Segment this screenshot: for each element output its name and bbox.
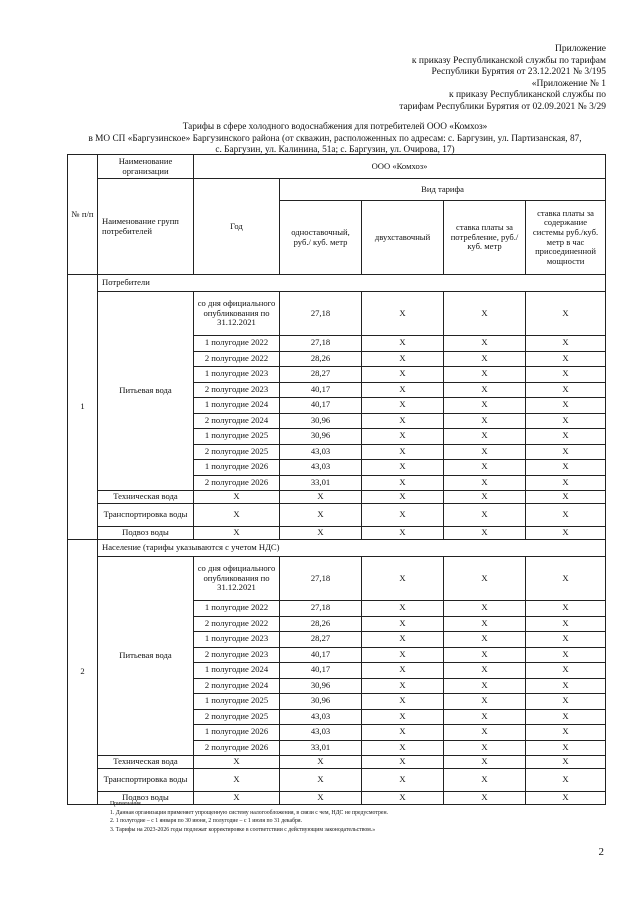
x-mark: Х: [444, 740, 526, 756]
x-mark: Х: [526, 491, 606, 504]
header-double-rate: двухставочный: [362, 201, 444, 275]
x-mark: Х: [526, 647, 606, 663]
notes: [110, 800, 388, 834]
x-mark: Х: [362, 740, 444, 756]
x-mark: Х: [526, 367, 606, 383]
x-mark: Х: [362, 351, 444, 367]
period-cell: 1 полугодие 2022: [194, 336, 280, 352]
x-mark: Х: [194, 504, 280, 527]
x-mark: Х: [526, 616, 606, 632]
single-rate-value: 30,96: [280, 413, 362, 429]
single-rate-value: 30,96: [280, 678, 362, 694]
x-mark: Х: [280, 756, 362, 769]
x-mark: Х: [362, 709, 444, 725]
x-mark: Х: [362, 632, 444, 648]
x-mark: Х: [526, 444, 606, 460]
header-line: к приказу Республиканской службы по тарифам: [411, 55, 606, 66]
water-supply-label: Подвоз воды: [98, 527, 194, 540]
single-rate-value: 43,03: [280, 725, 362, 741]
x-mark: Х: [444, 678, 526, 694]
x-mark: Х: [444, 792, 526, 805]
period-cell: 2 полугодие 2026: [194, 475, 280, 491]
single-rate-value: 40,17: [280, 663, 362, 679]
x-mark: Х: [526, 382, 606, 398]
period-cell: 2 полугодие 2025: [194, 444, 280, 460]
single-rate-value: 30,96: [280, 429, 362, 445]
x-mark: Х: [444, 756, 526, 769]
single-rate-value: 27,18: [280, 557, 362, 601]
single-rate-value: 28,27: [280, 632, 362, 648]
section-title-row: [68, 275, 606, 292]
header-organization-label: Наименование организации: [98, 155, 194, 179]
x-mark: Х: [526, 504, 606, 527]
single-rate-value: 28,27: [280, 367, 362, 383]
x-mark: Х: [362, 557, 444, 601]
x-mark: Х: [526, 460, 606, 476]
x-mark: Х: [362, 444, 444, 460]
x-mark: Х: [194, 792, 280, 805]
single-rate-value: 30,96: [280, 694, 362, 710]
x-mark: Х: [444, 616, 526, 632]
x-mark: Х: [526, 725, 606, 741]
x-mark: Х: [362, 413, 444, 429]
x-mark: Х: [444, 382, 526, 398]
header-line: к приказу Республиканской службы по: [448, 90, 606, 100]
single-rate-value: 33,01: [280, 475, 362, 491]
x-mark: Х: [362, 382, 444, 398]
section-number: 1: [68, 275, 98, 540]
x-mark: Х: [444, 694, 526, 710]
table-row: [68, 504, 606, 527]
x-mark: Х: [362, 769, 444, 792]
x-mark: Х: [444, 663, 526, 679]
single-rate-value: 43,03: [280, 709, 362, 725]
x-mark: Х: [362, 398, 444, 414]
x-mark: Х: [526, 632, 606, 648]
title-line: с. Баргузин, ул. Калинина, 51а; с. Баргузин, ул. Очирова, 17): [215, 145, 455, 155]
single-rate-value: 28,26: [280, 616, 362, 632]
x-mark: Х: [444, 413, 526, 429]
x-mark: Х: [526, 709, 606, 725]
period-cell: 2 полугодие 2023: [194, 647, 280, 663]
section-title-row: [68, 540, 606, 557]
x-mark: Х: [362, 756, 444, 769]
title-line: в МО СП «Баргузинское» Баргузинского района (от скважин, расположенных по адресам: с. Баргузин, ул. Партизанская, 87,: [88, 133, 582, 144]
x-mark: Х: [444, 429, 526, 445]
x-mark: Х: [280, 491, 362, 504]
single-rate-value: 33,01: [280, 740, 362, 756]
single-rate-value: 27,18: [280, 292, 362, 336]
x-mark: Х: [362, 725, 444, 741]
x-mark: Х: [444, 527, 526, 540]
note-item: 2. 1 полугодие – с 1 января по 30 июня, 2 полугодие – с 1 июля по 31 декабря.: [110, 818, 303, 825]
table-row: [68, 491, 606, 504]
x-mark: Х: [526, 336, 606, 352]
x-mark: Х: [362, 647, 444, 663]
period-cell: 2 полугодие 2023: [194, 382, 280, 398]
period-cell: 2 полугодие 2024: [194, 678, 280, 694]
x-mark: Х: [362, 504, 444, 527]
x-mark: Х: [444, 491, 526, 504]
x-mark: Х: [526, 351, 606, 367]
x-mark: Х: [362, 527, 444, 540]
x-mark: Х: [444, 709, 526, 725]
x-mark: Х: [526, 527, 606, 540]
header-line: Республики Бурятия от 23.12.2021 № 3/195: [431, 67, 606, 77]
period-cell: 2 полугодие 2026: [194, 740, 280, 756]
x-mark: Х: [280, 792, 362, 805]
x-mark: Х: [280, 769, 362, 792]
x-mark: Х: [444, 444, 526, 460]
x-mark: Х: [526, 740, 606, 756]
x-mark: Х: [362, 292, 444, 336]
x-mark: Х: [444, 557, 526, 601]
water-supply-label: Подвоз воды: [98, 792, 194, 805]
period-cell: со дня официального опубликования по 31.12.2021: [194, 557, 280, 601]
table-row: [68, 756, 606, 769]
header-number: № п/п: [68, 155, 98, 275]
x-mark: Х: [444, 601, 526, 617]
technical-water-label: Техническая вода: [98, 756, 194, 769]
period-cell: 2 полугодие 2022: [194, 351, 280, 367]
x-mark: Х: [444, 336, 526, 352]
x-mark: Х: [526, 557, 606, 601]
period-cell: 1 полугодие 2026: [194, 725, 280, 741]
single-rate-value: 40,17: [280, 398, 362, 414]
x-mark: Х: [362, 491, 444, 504]
x-mark: Х: [362, 678, 444, 694]
x-mark: Х: [444, 367, 526, 383]
table-row: [68, 557, 606, 601]
title-line: Тарифы в сфере холодного водоснабжения для потребителей ООО «Комхоз»: [182, 122, 488, 132]
period-cell: 1 полугодие 2026: [194, 460, 280, 476]
x-mark: Х: [526, 663, 606, 679]
x-mark: Х: [444, 504, 526, 527]
x-mark: Х: [362, 429, 444, 445]
x-mark: Х: [444, 725, 526, 741]
page-number: 2: [598, 846, 604, 858]
document-title: [40, 122, 630, 157]
x-mark: Х: [526, 694, 606, 710]
organization-name: ООО «Комхоз»: [194, 155, 606, 179]
period-cell: 2 полугодие 2022: [194, 616, 280, 632]
period-cell: 1 полугодие 2025: [194, 694, 280, 710]
notes-title: Примечания: [110, 801, 141, 807]
note-item: 3. Тарифы на 2023-2026 годы подлежат корректировке в соответствии с действующим законодательством.»: [110, 826, 376, 833]
period-cell: 2 полугодие 2025: [194, 709, 280, 725]
technical-water-label: Техническая вода: [98, 491, 194, 504]
section-title: Потребители: [98, 275, 606, 292]
single-rate-value: 43,03: [280, 444, 362, 460]
x-mark: Х: [526, 792, 606, 805]
x-mark: Х: [280, 504, 362, 527]
x-mark: Х: [362, 663, 444, 679]
single-rate-value: 27,18: [280, 601, 362, 617]
header-line: тарифам Республики Бурятия от 02.09.2021 № 3/29: [399, 101, 606, 112]
table-row: [68, 292, 606, 336]
note-item: 1. Данная организация применяет упрощенную систему налогообложения, в связи с чем, НДС не предусмотрен.: [110, 809, 388, 816]
transport-water-label: Транспортировка воды: [98, 769, 194, 792]
x-mark: Х: [362, 601, 444, 617]
period-cell: 1 полугодие 2022: [194, 601, 280, 617]
x-mark: Х: [444, 647, 526, 663]
single-rate-value: 28,26: [280, 351, 362, 367]
table-row: [68, 527, 606, 540]
x-mark: Х: [526, 398, 606, 414]
table-row: [68, 769, 606, 792]
x-mark: Х: [194, 491, 280, 504]
period-cell: 1 полугодие 2024: [194, 663, 280, 679]
period-cell: 1 полугодие 2025: [194, 429, 280, 445]
x-mark: Х: [444, 351, 526, 367]
x-mark: Х: [362, 460, 444, 476]
x-mark: Х: [444, 769, 526, 792]
approval-header: [399, 44, 606, 113]
period-cell: 1 полугодие 2023: [194, 367, 280, 383]
header-usage-rate: ставка платы за потребление, руб./ куб. метр: [444, 201, 526, 275]
x-mark: Х: [444, 475, 526, 491]
x-mark: Х: [526, 678, 606, 694]
single-rate-value: 40,17: [280, 647, 362, 663]
period-cell: 1 полугодие 2024: [194, 398, 280, 414]
x-mark: Х: [444, 292, 526, 336]
x-mark: Х: [526, 413, 606, 429]
section-number: 2: [68, 540, 98, 805]
header-line: «Приложение № 1: [531, 78, 606, 89]
header-consumer-groups: Наименование групп потребителей: [98, 179, 194, 275]
x-mark: Х: [526, 601, 606, 617]
x-mark: Х: [194, 527, 280, 540]
x-mark: Х: [526, 429, 606, 445]
single-rate-value: 27,18: [280, 336, 362, 352]
x-mark: Х: [526, 756, 606, 769]
x-mark: Х: [444, 398, 526, 414]
x-mark: Х: [362, 616, 444, 632]
x-mark: Х: [526, 475, 606, 491]
x-mark: Х: [444, 460, 526, 476]
header-year: Год: [194, 179, 280, 275]
x-mark: Х: [194, 756, 280, 769]
drinking-water-label: Питьевая вода: [98, 292, 194, 491]
transport-water-label: Транспортировка воды: [98, 504, 194, 527]
section-title: Население (тарифы указываются с учетом НДС): [98, 540, 606, 557]
period-cell: со дня официального опубликования по 31.12.2021: [194, 292, 280, 336]
tariff-table: [67, 154, 606, 805]
x-mark: Х: [362, 792, 444, 805]
drinking-water-label: Питьевая вода: [98, 557, 194, 756]
x-mark: Х: [280, 527, 362, 540]
x-mark: Х: [362, 475, 444, 491]
period-cell: 1 полугодие 2023: [194, 632, 280, 648]
header-maintenance-rate: ставка платы за содержание системы руб./куб. метр в час присоединенной мощности: [526, 201, 606, 275]
single-rate-value: 40,17: [280, 382, 362, 398]
header-line: Приложение: [555, 44, 606, 54]
x-mark: Х: [526, 292, 606, 336]
x-mark: Х: [362, 336, 444, 352]
x-mark: Х: [194, 769, 280, 792]
single-rate-value: 43,03: [280, 460, 362, 476]
header-single-rate: одноставочный, руб./ куб. метр: [280, 201, 362, 275]
x-mark: Х: [444, 632, 526, 648]
x-mark: Х: [362, 694, 444, 710]
x-mark: Х: [526, 769, 606, 792]
period-cell: 2 полугодие 2024: [194, 413, 280, 429]
x-mark: Х: [362, 367, 444, 383]
header-tariff-kind: Вид тарифа: [280, 179, 606, 201]
